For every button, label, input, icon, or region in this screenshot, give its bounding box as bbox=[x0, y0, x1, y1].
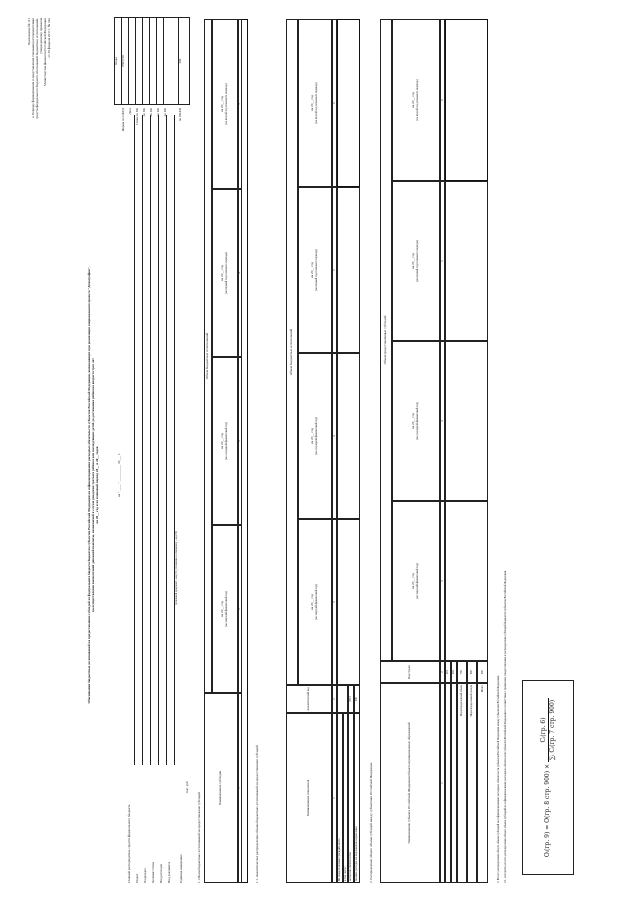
appendix-line: к Порядку формирования и представления главными распорядителями bbox=[30, 18, 35, 118]
s2-y4-sub: (на второй год планового периода) bbox=[416, 79, 420, 121]
section3-sub: 3.1. Алгоритм расчета распределения общего объема субсидий на софинансирование расходных обязательств субъектов Российской Федерации в соответствии с правилами, предоставления и распределения субсидий бюджетам субъектов Российской Федерации bbox=[504, 570, 507, 883]
appendix-line: Министерства финансов Российской Федерации bbox=[42, 18, 47, 86]
grbs-line bbox=[134, 115, 135, 765]
s2-row-code: 002 bbox=[451, 661, 457, 683]
s2-num: 6 bbox=[440, 19, 445, 181]
s2-row-code: 900 bbox=[477, 661, 488, 683]
s2-row-code: 700 bbox=[457, 661, 467, 683]
s1-y4-sub: (на второй год планового периода) bbox=[225, 83, 229, 125]
s11-num: 6 bbox=[332, 19, 337, 187]
appendix-block bbox=[28, 18, 52, 119]
s1-y2-sub: (на очередной финансовый год) bbox=[225, 422, 229, 460]
bk-label: по БК bbox=[156, 108, 160, 117]
s2-y1-sub: (на текущий финансовый год) bbox=[416, 563, 420, 599]
s2-y4: на 20__ год bbox=[411, 92, 416, 108]
s11-col-name: Наименование показателя bbox=[286, 713, 332, 883]
appendix-line: Приложение № 111 bbox=[27, 18, 31, 46]
s11-row-code: 000 bbox=[354, 685, 360, 713]
s1-num: 2 bbox=[238, 525, 242, 693]
doc-date: на " ____ " __________ 20___ г. bbox=[117, 453, 121, 497]
s11-row-label: на прочие обязательства bbox=[348, 713, 354, 883]
s11-y3: на 20__ год bbox=[310, 262, 315, 278]
section3-title: 3. Расчет распределения общего объема субсидий на софинансирование расходных обязательств субъектов Российской Федерации между субъектами Российской Федерации bbox=[497, 675, 500, 883]
s1-y1: на 20__ год bbox=[220, 601, 225, 617]
s2-y3: на 20__ год bbox=[411, 253, 416, 269]
doc-hint: (основной документ - код 01, уточнение к основному - код 02) bbox=[175, 530, 178, 605]
s2-col-y1 bbox=[392, 501, 440, 661]
appendix-line: средств федерального бюджета обоснований бюджетных ассигнований, bbox=[34, 18, 39, 120]
s11-col-code: Аналитический код bbox=[286, 685, 332, 713]
bk-label: по БК bbox=[163, 108, 167, 117]
s11-y4-sub: (на второй год планового периода) bbox=[315, 82, 319, 124]
s11-num: 2 bbox=[332, 685, 337, 713]
bk-label: по БК bbox=[142, 108, 146, 117]
s11-num: 5 bbox=[332, 187, 337, 353]
s11-y1: на 20__ год bbox=[310, 594, 315, 610]
s1-col-name: Наименование субсидии bbox=[204, 693, 238, 883]
s1-num: 1 bbox=[238, 693, 242, 883]
s2-nerasp-label: Нераспределенный объем bbox=[457, 683, 467, 883]
s1-y3-sub: (на первый год планового периода) bbox=[225, 252, 229, 294]
s11-row-label: в том числе: bbox=[343, 713, 348, 883]
s11-y2: на 20__ год bbox=[310, 428, 315, 444]
s2-reserve-label: Нераспределенный резерв bbox=[467, 683, 477, 883]
appendix-line: утвержденному приказом bbox=[38, 18, 43, 54]
s1-col-y1 bbox=[212, 525, 238, 693]
okei-code: 384 bbox=[178, 58, 182, 64]
s2-num: 1 bbox=[440, 683, 445, 883]
s11-num: 3 bbox=[332, 519, 337, 685]
s1-y4: на 20__ год bbox=[220, 96, 225, 112]
okei-label: по ОКЕИ bbox=[178, 108, 182, 122]
formula-lhs: Oᵢ(гр. 9) = O(гр. 8 стр. 900) × bbox=[544, 764, 552, 858]
s2-y3-sub: (на первый год планового периода) bbox=[416, 240, 420, 282]
s1-group: Объем бюджетных ассигнований bbox=[204, 19, 212, 693]
section1-title: 1. Объем бюджетных ассигнований на предоставление субсидий bbox=[197, 792, 201, 883]
s2-col-y4 bbox=[392, 19, 440, 181]
s11-col-y1 bbox=[298, 519, 332, 685]
s2-num: 4 bbox=[440, 341, 445, 501]
s2-num: 3 bbox=[440, 501, 445, 661]
units-value: тыс. руб bbox=[185, 781, 189, 793]
s1-num: 4 bbox=[238, 189, 242, 357]
s11-y3-sub: (на первый год планового периода) bbox=[315, 249, 319, 291]
appendix-line: от 28 февраля 2017 г. № 32н bbox=[46, 18, 51, 58]
doc-title-line: на осуществление ежемесячной денежной выплаты, назначаемой в случае рождения третьего ребенка или последующих детей до достижения ребенком возраста трех лет bbox=[90, 358, 95, 612]
s1-col-y3 bbox=[212, 189, 238, 357]
s1-y3: на 20__ год bbox=[220, 265, 225, 281]
s2-col-y3 bbox=[392, 181, 440, 341]
s11-col-y3 bbox=[298, 187, 332, 353]
s11-num: 4 bbox=[332, 353, 337, 519]
s1-num: 3 bbox=[238, 357, 242, 525]
units-label: Единица измерения: bbox=[179, 854, 183, 883]
s1-y1-sub: (на текущий финансовый год) bbox=[225, 591, 229, 627]
grbs-label: Главный распорядитель средств федерального бюджета bbox=[127, 804, 131, 883]
csr-label: Целевая статья bbox=[151, 861, 155, 883]
s2-col-code: Код строки bbox=[380, 661, 440, 683]
section2-title: 2. Распределение общего объема субсидий между субъектами Российской Федерации bbox=[369, 762, 373, 883]
vr-label: Вид расходов bbox=[159, 864, 163, 883]
s2-row-code: 001 bbox=[445, 661, 451, 683]
form-label: Форма по ОКУД bbox=[121, 108, 125, 132]
s11-col-y4 bbox=[298, 19, 332, 187]
s11-y2-sub: (на очередной финансовый год) bbox=[315, 417, 319, 455]
bk-label: по БК bbox=[149, 108, 153, 117]
s11-row-label: на иные расходы, не подлежащие индексации bbox=[354, 713, 360, 883]
s11-y4: на 20__ год bbox=[310, 95, 315, 111]
podrazdel-label: Подраздел bbox=[143, 868, 147, 883]
s2-num: 5 bbox=[440, 181, 445, 341]
s2-y1: на 20__ год bbox=[411, 573, 416, 589]
doc-label: Вид документа bbox=[167, 861, 171, 883]
s2-y2-sub: (на очередной финансовый год) bbox=[416, 402, 420, 440]
section11-title: 1.1. Аналитическое распределение объема бюджетных ассигнований на предоставление субсидий bbox=[255, 745, 259, 883]
s1-col-y4 bbox=[212, 19, 238, 189]
s11-group: Объем бюджетных ассигнований bbox=[286, 19, 298, 685]
s2-col-name: Наименование субъекта Российской Федерации/объекта муниципальных образований bbox=[380, 683, 440, 883]
s2-y2: на 20__ год bbox=[411, 413, 416, 429]
s1-col-y2 bbox=[212, 357, 238, 525]
formula-numerator: Cᵢ(гр. 6) bbox=[540, 698, 548, 762]
razdel-label: Раздел bbox=[135, 873, 139, 883]
s11-row-code: 4721 bbox=[348, 685, 354, 713]
s2-num: 2 bbox=[440, 661, 445, 683]
s2-row-code: 800 bbox=[467, 661, 477, 683]
doc-title bbox=[88, 105, 100, 865]
s1-y2: на 20__ год bbox=[220, 433, 225, 449]
s2-total-label: Итого bbox=[477, 683, 488, 883]
s11-row-label: На предоставление субсидий, всего bbox=[337, 713, 343, 883]
s2-group: Объем предоставляемых субсидий bbox=[380, 19, 392, 661]
form-code: 0505728 bbox=[121, 55, 125, 67]
formula-denominator: ∑ᵢ Cᵢ(гр. 7 стр. 900) bbox=[548, 699, 556, 761]
codes-header: Коды bbox=[114, 57, 118, 65]
date-label: Дата bbox=[128, 108, 132, 115]
doc-title-line: на 20__ год и на плановый период 20__ и 20__ годов bbox=[94, 446, 99, 524]
s1-num: 5 bbox=[238, 19, 242, 189]
glava-label: Глава по БК bbox=[135, 108, 139, 125]
formula-box bbox=[522, 680, 574, 875]
formula-fraction bbox=[540, 698, 555, 762]
s2-col-y2 bbox=[392, 341, 440, 501]
s11-col-y2 bbox=[298, 353, 332, 519]
s11-num: 1 bbox=[332, 713, 337, 883]
doc-title-line: Обоснования бюджетных ассигнований на предоставление субсидий из федерального бюджета бюджетам субъектов Российской Федерации на софинансирование расходных обязательств субъектов Российской Федерации, возникающих при реализации национального проекта "Демография", bbox=[87, 266, 91, 704]
s11-y1-sub: (на текущий финансовый год) bbox=[315, 584, 319, 620]
